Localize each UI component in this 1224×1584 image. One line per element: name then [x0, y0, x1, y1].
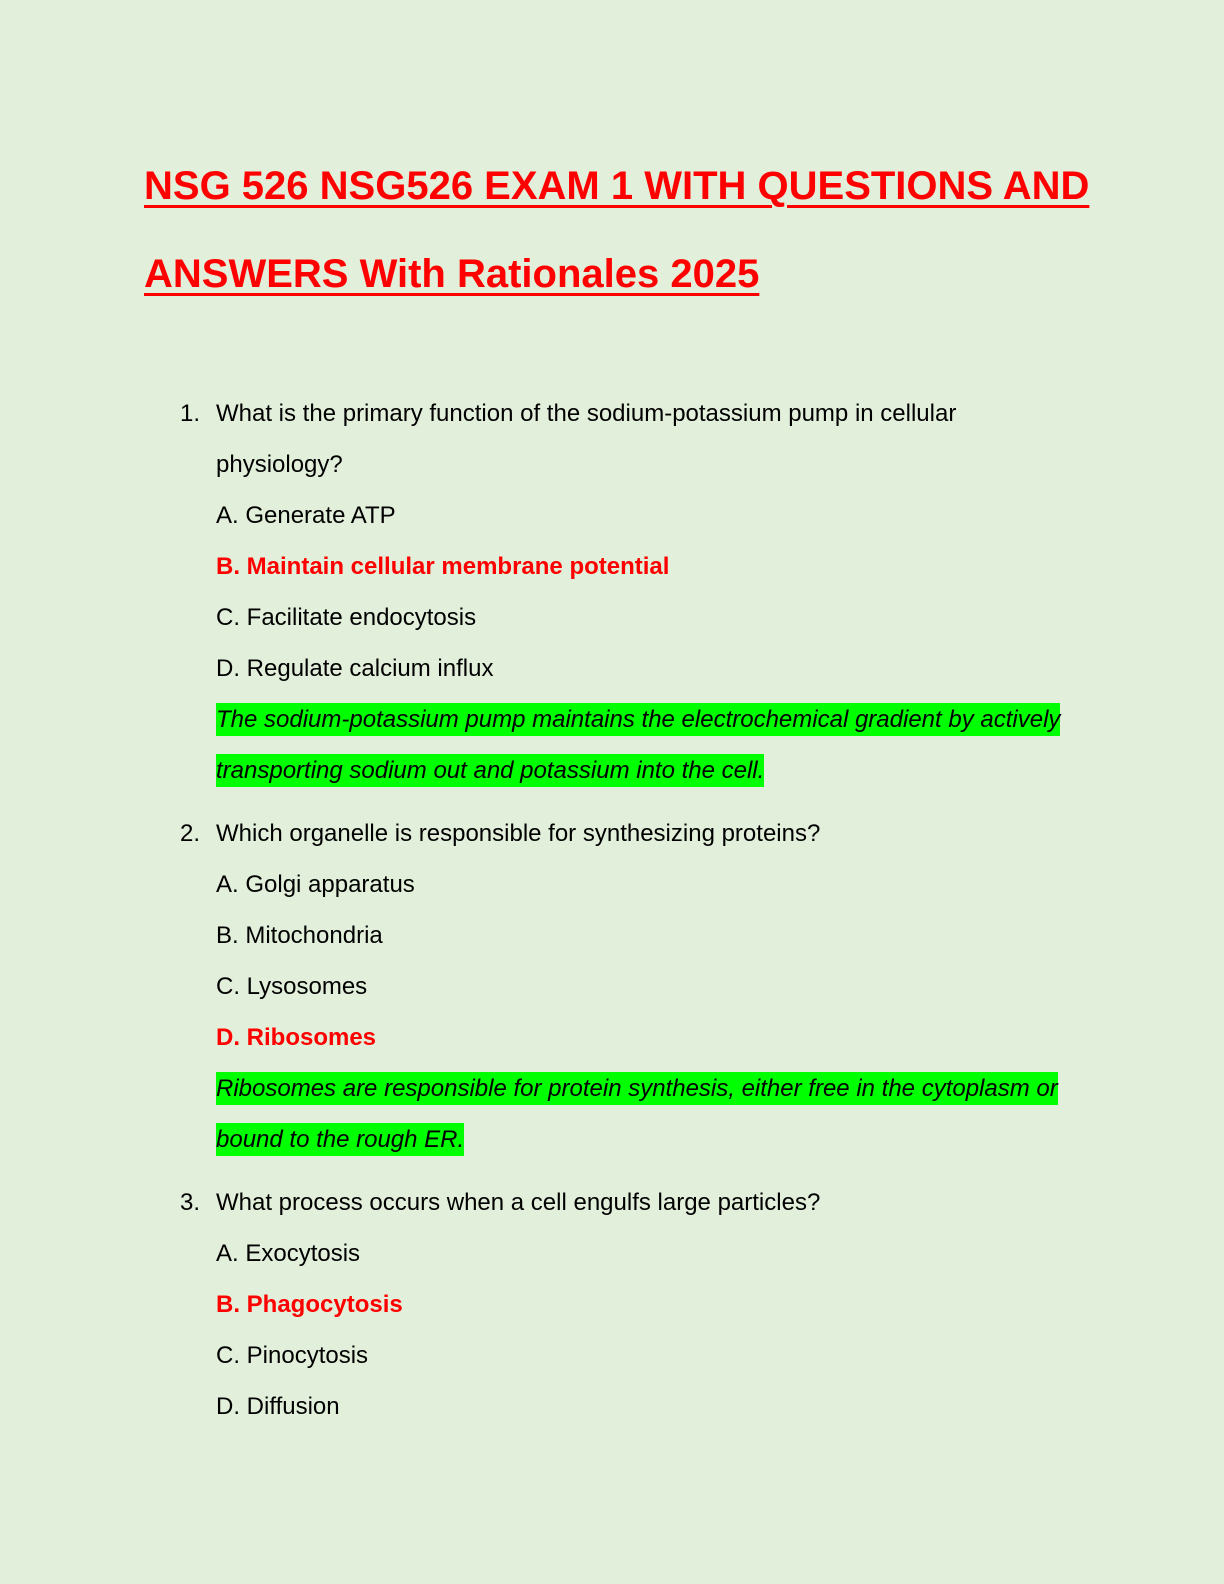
- document-title: NSG 526 NSG526 EXAM 1 WITH QUESTIONS AND ANSWERS With Rationales 2025: [144, 164, 1090, 296]
- question-number: 3.: [180, 1189, 201, 1216]
- question-1: [0, 388, 1224, 796]
- rationale: [216, 1063, 1086, 1165]
- spacer: [0, 1165, 1224, 1177]
- question-text: What is the primary function of the sodium-potassium pump in cellular physiology?: [216, 400, 957, 478]
- question-body: [216, 808, 1096, 1165]
- option-a: A. Golgi apparatus: [216, 871, 415, 898]
- option-c: C. Lysosomes: [216, 973, 368, 1000]
- spacer: [0, 796, 1224, 808]
- question-body: [216, 1177, 1096, 1432]
- option-d: D. Diffusion: [216, 1393, 340, 1420]
- question-text: What process occurs when a cell engulfs large particles?: [216, 1189, 821, 1216]
- option-c: C. Facilitate endocytosis: [216, 604, 477, 631]
- question-number: 2.: [180, 820, 201, 847]
- option-b-correct-answer: B. Maintain cellular membrane potential: [216, 553, 670, 580]
- rationale: [216, 694, 1086, 796]
- rationale-text: Ribosomes are responsible for protein synthesis, either free in the cytoplasm or bound to the rough ER.: [216, 1072, 1058, 1156]
- question-body: [216, 388, 1096, 796]
- option-a: A. Generate ATP: [216, 502, 396, 529]
- question-text: Which organelle is responsible for synthesizing proteins?: [216, 820, 821, 847]
- option-b-correct-answer: B. Phagocytosis: [216, 1291, 403, 1318]
- option-a: A. Exocytosis: [216, 1240, 361, 1267]
- question-2: [0, 808, 1224, 1165]
- question-list: [0, 388, 1224, 1432]
- option-b: B. Mitochondria: [216, 922, 383, 949]
- option-c: C. Pinocytosis: [216, 1342, 369, 1369]
- option-d-correct-answer: D. Ribosomes: [216, 1024, 377, 1051]
- option-d: D. Regulate calcium influx: [216, 655, 494, 682]
- question-3: [0, 1177, 1224, 1432]
- question-number: 1.: [180, 400, 201, 427]
- rationale-text: The sodium-potassium pump maintains the electrochemical gradient by actively transporting sodium out and potassium into the cell.: [216, 703, 1060, 787]
